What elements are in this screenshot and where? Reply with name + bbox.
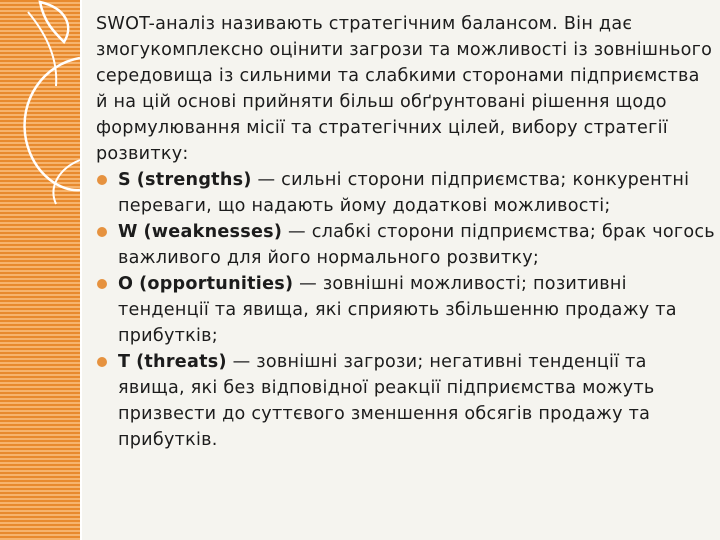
intro-paragraph: SWOT-аналіз називають стратегічним балансом. Він дає змогукомплексно оцінити загрози та можливості із зовнішнього середовища із сильними та слабкими сторонами підприємства й на цій основі прийняти більш обґрунтовані рішення щодо формулювання місії та стратегічних цілей, вибору стратегії розвитку:	[96, 14, 713, 164]
item-term: (threats)	[136, 352, 227, 372]
bullet-icon	[97, 357, 107, 367]
list-item-strengths	[96, 167, 716, 219]
item-letter: O	[118, 274, 134, 294]
list-item-weaknesses	[96, 219, 716, 271]
item-description: зовнішні загрози; негативні тенденції та явища, які без відповідної реакції підприємства можуть призвести до суттєвого зменшення обсягів продажу та прибутків.	[118, 352, 655, 450]
item-dash: —	[293, 274, 323, 294]
item-dash: —	[226, 352, 257, 372]
item-letter: S	[118, 170, 131, 190]
bullet-icon	[97, 227, 107, 237]
item-term: (strengths)	[136, 170, 252, 190]
item-dash: —	[282, 222, 312, 242]
band-divider	[80, 0, 82, 540]
item-letter: W	[118, 222, 138, 242]
slide-content	[96, 11, 716, 453]
list-item-threats	[96, 349, 716, 453]
bullet-icon	[97, 279, 107, 289]
item-term: (weaknesses)	[143, 222, 283, 242]
item-dash: —	[251, 170, 282, 190]
vine-decoration	[28, 12, 56, 86]
swot-list	[96, 167, 716, 453]
swirl-tail-decoration	[53, 160, 80, 204]
item-description: сильні сторони підприємства; конкурентні переваги, що надають йому додаткові можливості;	[118, 170, 690, 216]
item-description: слабкі сторони підприємства; брак чогось важливого для його нормального розвитку;	[118, 222, 715, 268]
decorative-side-band	[0, 0, 80, 540]
swirl-decoration	[25, 58, 80, 190]
item-letter: T	[118, 352, 131, 372]
list-item-opportunities	[96, 271, 716, 349]
item-term: (opportunities)	[139, 274, 294, 294]
item-description: зовнішні можливості; позитивні тенденції та явища, які сприяють збільшенню продажу та прибутків;	[118, 274, 677, 346]
bullet-icon	[97, 175, 107, 185]
leaf-swirl-decoration	[0, 0, 80, 540]
